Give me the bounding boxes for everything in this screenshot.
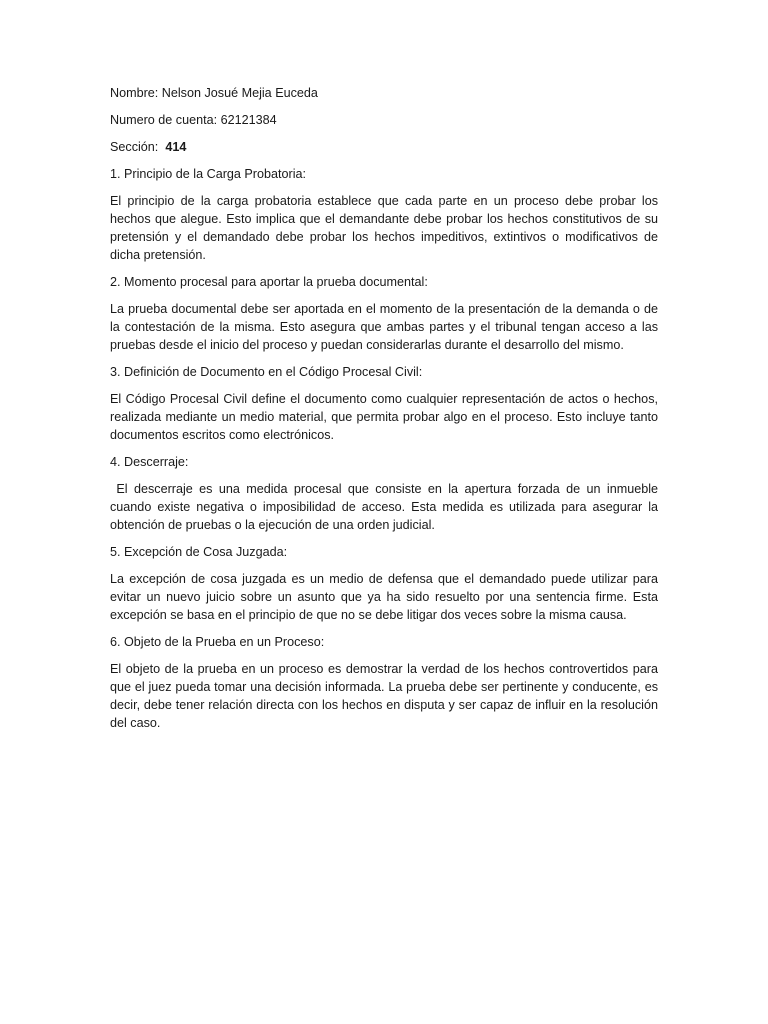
section-line <box>110 138 658 156</box>
document-content <box>110 84 662 741</box>
section-body-6: El objeto de la prueba en un proceso es demostrar la verdad de los hechos controvertidos para que el juez pueda tomar una decisión informada. La prueba debe ser pertinente y conducente, es decir, debe tener relación directa con los hechos en disputa y ser capaz de influir en la resolución del caso. <box>110 662 658 730</box>
account-number: Numero de cuenta: 62121384 <box>110 113 277 127</box>
section-body-1: El principio de la carga probatoria establece que cada parte en un proceso debe probar los hechos que alegue. Esto implica que el demandante debe probar los hechos constitutivos de su pretensión y el demandado debe probar los hechos impeditivos, extintivos o modificativos de dicha pretensión. <box>110 194 658 262</box>
section-heading-4: 4. Descerraje: <box>110 455 189 469</box>
section-body-4: El descerraje es una medida procesal que consiste en la apertura forzada de un inmueble cuando existe negativa o imposibilidad de acceso. Esta medida es utilizada para asegurar la obtención de pruebas o la ejecución de una orden judicial. <box>110 482 662 532</box>
section-heading-5: 5. Excepción de Cosa Juzgada: <box>110 545 288 559</box>
section-body-5: La excepción de cosa juzgada es un medio de defensa que el demandado puede utilizar para evitar un nuevo juicio sobre un asunto que ya ha sido resuelto por una sentencia firme. Esta excepción se basa en el principio de que no se debe litigar dos veces sobre la misma causa. <box>110 572 658 622</box>
section-body-2: La prueba documental debe ser aportada en el momento de la presentación de la demanda o de la contestación de la misma. Esto asegura que ambas partes y el tribunal tengan acceso a las pruebas desde el inicio del proceso y puedan considerarlas durante el desarrollo del mismo. <box>110 302 658 352</box>
section-body-3: El Código Procesal Civil define el documento como cualquier representación de actos o hechos, realizada mediante un medio material, que permita probar algo en el proceso. Esto incluye tanto documentos escritos como electrónicos. <box>110 392 658 442</box>
section-value: 414 <box>165 140 187 154</box>
section-heading-3: 3. Definición de Documento en el Código Procesal Civil: <box>110 365 423 379</box>
section-heading-6: 6. Objeto de la Prueba en un Proceso: <box>110 635 325 649</box>
section-heading-1: 1. Principio de la Carga Probatoria: <box>110 167 307 181</box>
section-heading-2: 2. Momento procesal para aportar la prueba documental: <box>110 275 428 289</box>
section-label: Sección: <box>110 140 159 154</box>
student-name: Nombre: Nelson Josué Mejia Euceda <box>110 86 318 100</box>
